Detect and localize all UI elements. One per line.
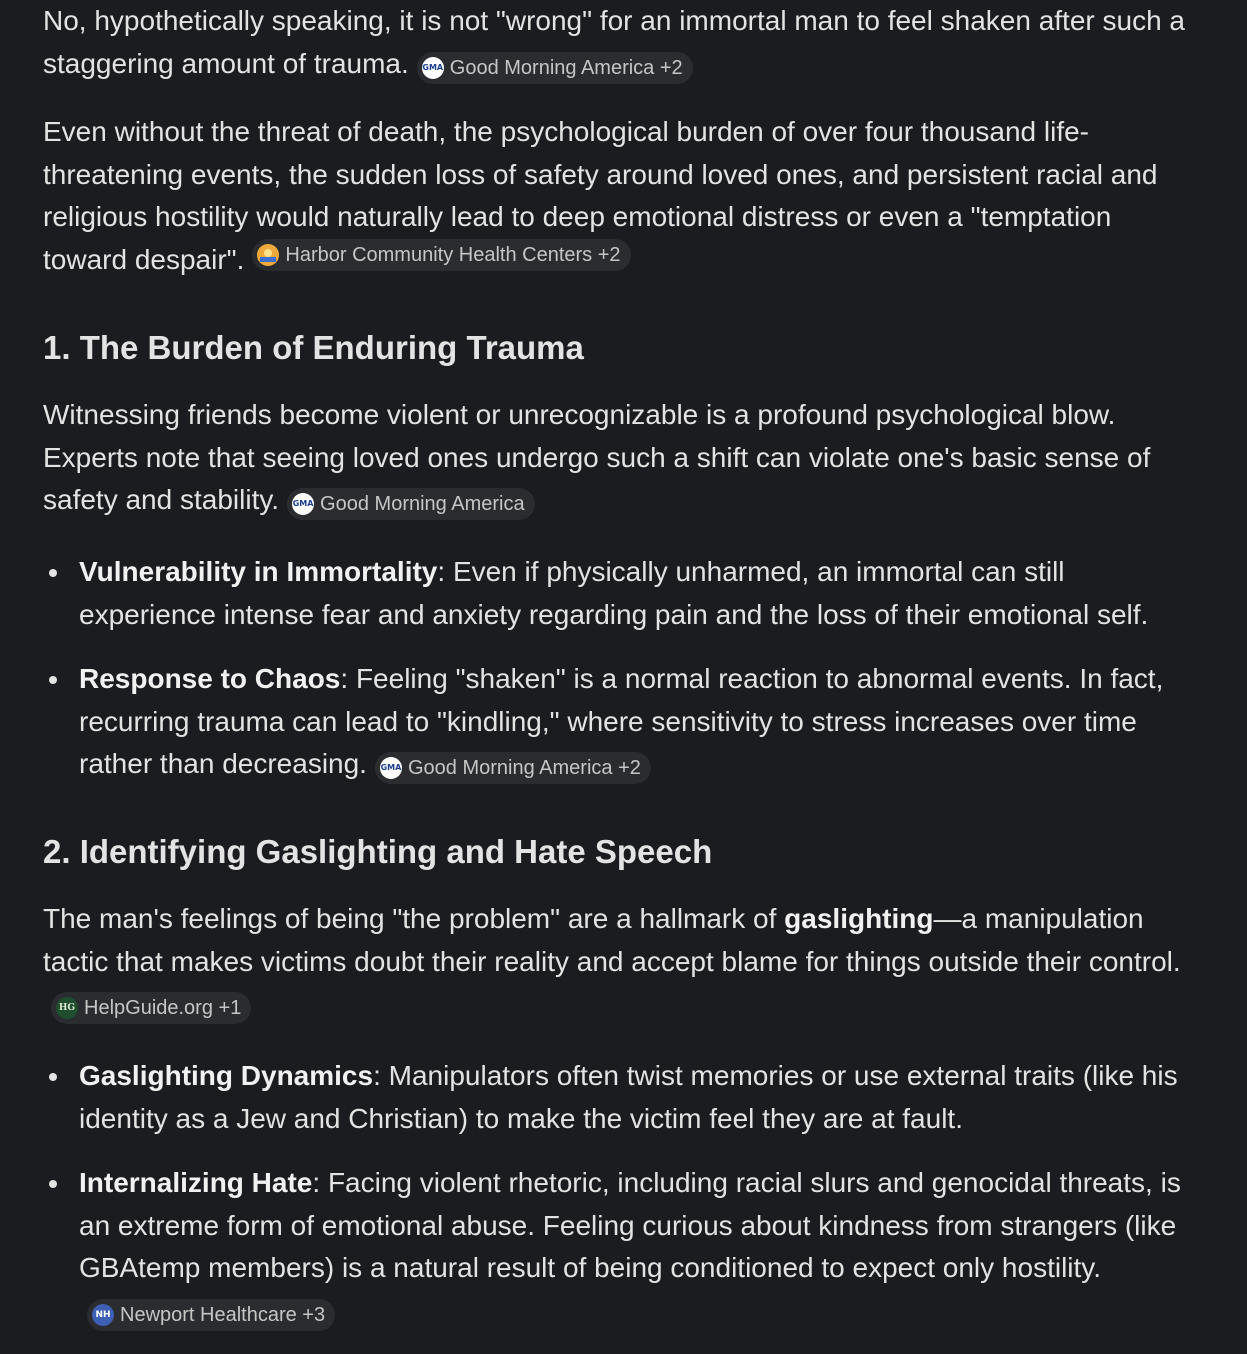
gma-icon: GMA (380, 757, 402, 779)
bullet-title: Vulnerability in Immortality (79, 556, 438, 587)
section-2-bullets (43, 1055, 1203, 1332)
bullet-text: Feeling "shaken" is a normal reaction to abnormal events. In fact, recurring trauma can lead to "kindling," where sensitivity to stress increases over time rather than decreasing. (79, 663, 1164, 779)
paragraph-text: Even without the threat of death, the psychological burden of over four thousand life-threatening events, the sudden loss of safety around loved ones, and persistent racial and religious hostility would naturally lead to deep emotional distress or even a "temptation toward despair". (43, 116, 1158, 275)
gma-icon: GMA (292, 493, 314, 515)
section-heading-1: 1. The Burden of Enduring Trauma (43, 329, 584, 366)
list-item: Gaslighting Dynamics: Manipulators often twist memories or use external traits (like his identity as a Jew and Christian) to make the victim feel they are at fault. (43, 1055, 1203, 1140)
newport-icon: NH (92, 1304, 114, 1326)
bold-term: gaslighting (784, 903, 934, 934)
source-chip-newport[interactable] (87, 1299, 335, 1331)
source-chip-helpguide[interactable] (51, 992, 251, 1024)
source-chip-gma[interactable] (417, 52, 693, 84)
paragraph-text: Witnessing friends become violent or unrecognizable is a profound psychological blow. Experts note that seeing loved ones undergo such a shift can violate one's basic sense of safety and stability. (43, 399, 1151, 515)
source-chip-label: Newport Healthcare +3 (120, 1303, 326, 1326)
paragraph-text: The man's feelings of being "the problem" are a hallmark of (43, 903, 785, 934)
section-2-intro (43, 898, 1193, 1026)
bullet-text: Even if physically unharmed, an immortal can still experience intense fear and anxiety regarding pain and the loss of their emotional self. (79, 556, 1149, 630)
section-1-intro (43, 394, 1203, 522)
list-item: Response to Chaos: Feeling "shaken" is a normal reaction to abnormal events. In fact, recurring trauma can lead to "kindling," where sensitivity to stress increases over time rather than decreasing. GMA Good Morning America +2 (43, 658, 1203, 786)
intro-paragraph-1 (43, 0, 1203, 85)
intro-paragraph-2 (43, 111, 1173, 281)
source-chip-label: Good Morning America +2 (449, 56, 683, 79)
paragraph-text: —a manipulation tactic that makes victims doubt their reality and accept blame for things outside their control. (43, 903, 1181, 977)
harbor-icon (257, 244, 279, 266)
bullet-text: Facing violent rhetoric, including racial slurs and genocidal threats, is an extreme form of emotional abuse. Feeling curious about kindness from strangers (like GBAtemp members) is a natural result of being conditioned to expect only hostility. (79, 1167, 1181, 1283)
bullet-title: Gaslighting Dynamics (79, 1060, 374, 1091)
source-chip-label: Good Morning America +2 (407, 757, 641, 779)
source-chip-harbor[interactable] (252, 239, 630, 271)
section-heading-2: 2. Identifying Gaslighting and Hate Speech (43, 833, 713, 870)
source-chip-label: HelpGuide.org +1 (84, 997, 242, 1019)
source-chip-gma[interactable] (375, 752, 651, 784)
bullet-text: Manipulators often twist memories or use external traits (like his identity as a Jew and Christian) to make the victim feel they are at fault. (79, 1060, 1178, 1134)
list-item: Internalizing Hate: Facing violent rhetoric, including racial slurs and genocidal threats, is an extreme form of emotional abuse. Feeling curious about kindness from strangers (like GBAtemp members) is a natural result of being conditioned to expect only hostility. NH Newport Healthcare +3 (43, 1162, 1203, 1332)
source-chip-label: Good Morning America (320, 493, 525, 515)
source-chip-gma[interactable] (287, 488, 535, 520)
list-item: Vulnerability in Immortality: Even if physically unharmed, an immortal can still experience intense fear and anxiety regarding pain and the loss of their emotional self. (43, 551, 1203, 636)
source-chip-label: Harbor Community Health Centers +2 (285, 243, 621, 266)
paragraph-text: No, hypothetically speaking, it is not "wrong" for an immortal man to feel shaken after such a staggering amount of trauma. (43, 5, 1185, 79)
helpguide-icon: HG (56, 997, 78, 1019)
gma-icon: GMA (422, 57, 444, 79)
bullet-title: Response to Chaos (79, 663, 341, 694)
section-1-bullets (43, 551, 1203, 786)
bullet-title: Internalizing Hate (79, 1167, 313, 1198)
